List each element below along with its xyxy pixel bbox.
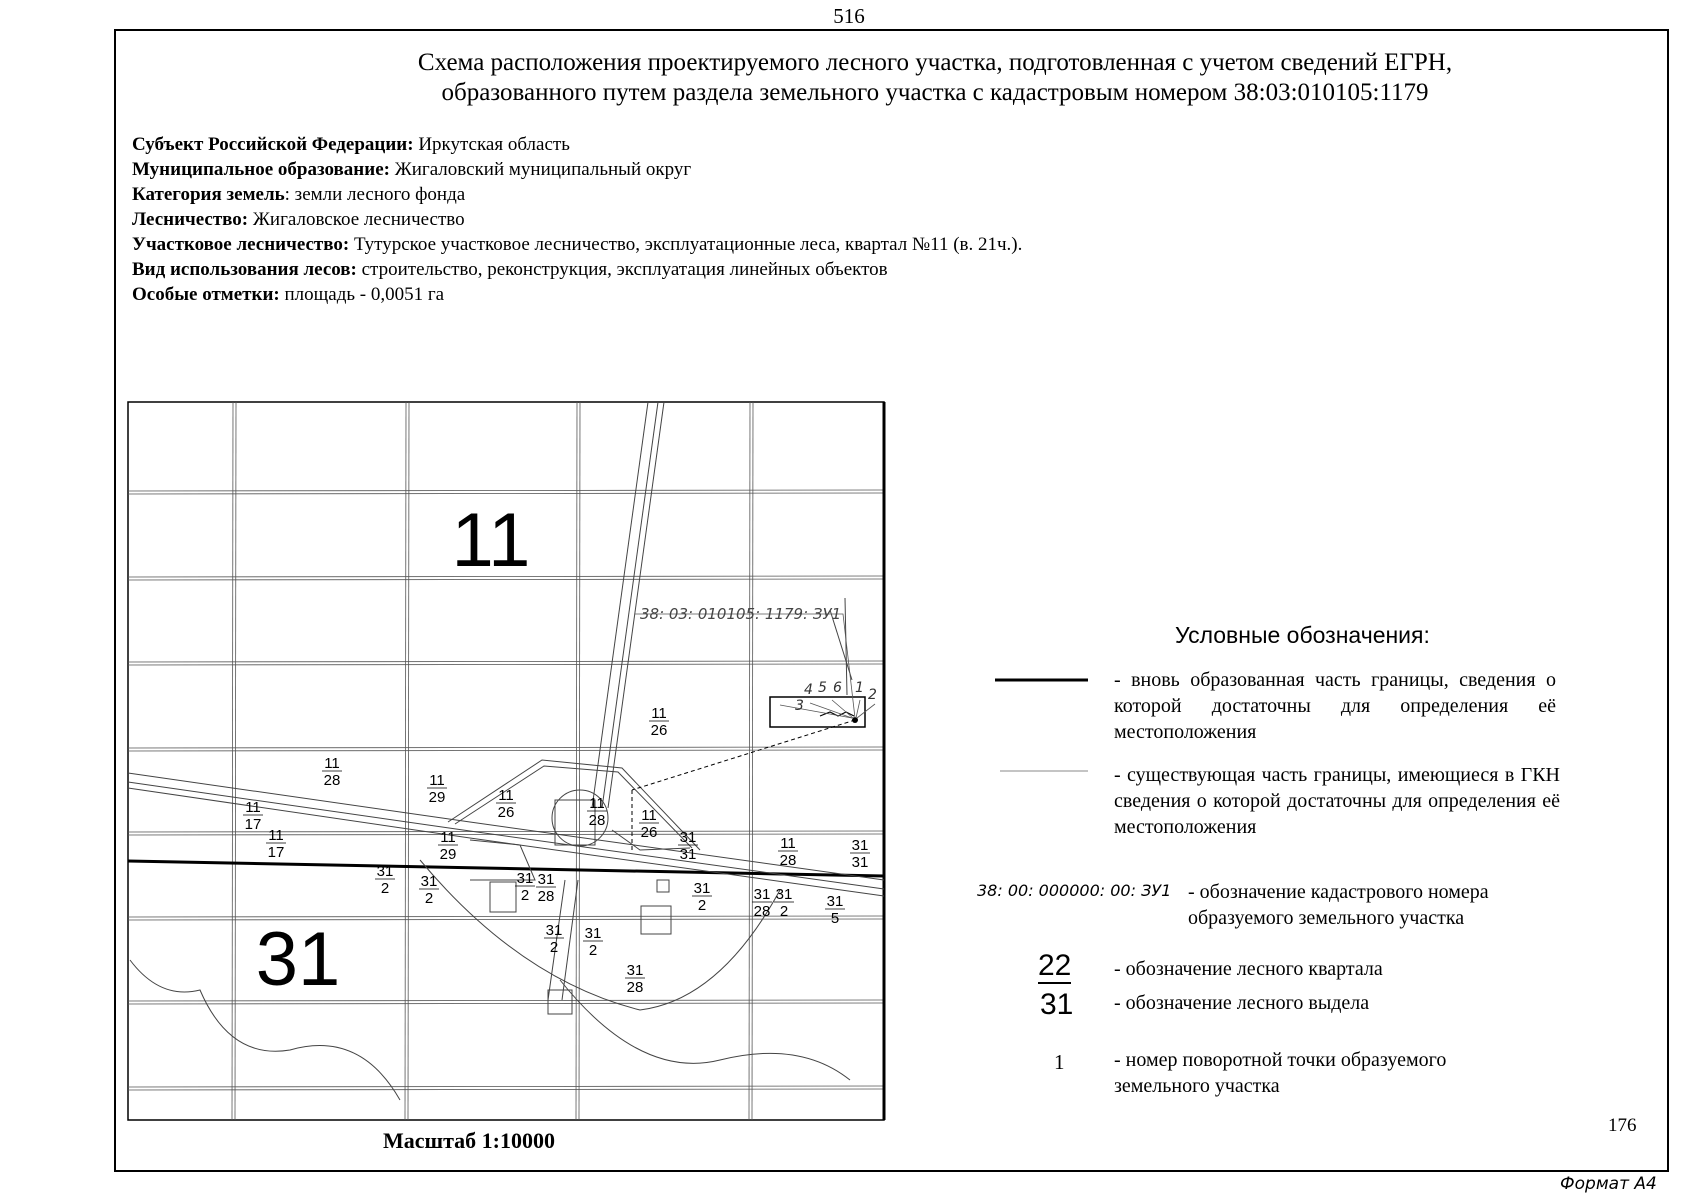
- vydel-label: [544, 922, 564, 956]
- point-number: 5: [818, 680, 827, 696]
- legend-new-boundary-text: - вновь образованная часть границы, сведения о которой достаточны для определения её местоположения: [1114, 669, 1556, 743]
- vydel-quarter: 31: [826, 893, 844, 910]
- vydel-quarter: 31: [420, 873, 438, 890]
- vydel-label: [850, 837, 870, 871]
- vydel-number: 17: [244, 816, 262, 833]
- vydel-label: [752, 886, 772, 920]
- point-number: 6: [833, 680, 842, 696]
- vydel-label: [639, 807, 659, 841]
- vydel-label: [825, 893, 845, 927]
- vydel-label: [778, 835, 798, 869]
- vydel-quarter: 31: [584, 925, 602, 942]
- sheet-number: 176: [1608, 1115, 1637, 1136]
- point-number: 1: [855, 680, 864, 696]
- vydel-label: [587, 795, 607, 829]
- vydel-quarter: 11: [429, 772, 445, 789]
- vydel-number: 29: [428, 789, 446, 806]
- vydel-label: [419, 873, 439, 907]
- point-number: 4: [804, 682, 813, 698]
- vydel-label: [243, 799, 263, 833]
- info-value: площадь - 0,0051 га: [279, 284, 445, 305]
- legend-quarter-text: - обозначение лесного квартала: [1114, 958, 1383, 980]
- vydel-label: [692, 880, 712, 914]
- vydel-number: 31: [679, 846, 697, 863]
- legend-point-text: - номер поворотной точки образуемого земельного участка: [1114, 1049, 1447, 1097]
- vydel-number: 31: [851, 854, 869, 871]
- vydel-label: [375, 863, 395, 897]
- legend-vydel-text: - обозначение лесного выдела: [1114, 992, 1370, 1014]
- vydel-label: [266, 827, 286, 861]
- vydel-quarter: 31: [693, 880, 711, 897]
- parcel-cadastral-label: 38: 03: 010105: 1179: ЗУ1: [640, 605, 842, 623]
- vydel-label: [427, 772, 447, 806]
- vydel-number: 26: [640, 824, 658, 841]
- vydel-label: [496, 787, 516, 821]
- vydel-quarter: 11: [440, 829, 456, 846]
- vydel-quarter: 11: [268, 827, 284, 844]
- vydel-quarter: 11: [324, 755, 340, 772]
- vydel-quarter: 31: [626, 962, 644, 979]
- info-label: Вид использования лесов:: [132, 259, 357, 280]
- vydel-quarter: 31: [851, 837, 869, 854]
- vydel-number: 17: [267, 844, 285, 861]
- vydel-label: [322, 755, 342, 789]
- info-label: Субъект Российской Федерации:: [132, 134, 414, 155]
- quarter-number-north: 11: [451, 498, 531, 583]
- legend-existing-boundary-line: [1000, 768, 1090, 774]
- vydel-number: 2: [424, 890, 434, 907]
- vydel-quarter: 11: [245, 799, 261, 816]
- vydel-number: 2: [697, 897, 707, 914]
- legend-new-boundary-line: [995, 675, 1090, 685]
- vydel-quarter: 11: [651, 705, 667, 722]
- vydel-label: [625, 962, 645, 996]
- legend-vydel-sample: 31: [1040, 988, 1074, 1021]
- vydel-quarter: 11: [589, 795, 605, 812]
- vydel-number: 2: [549, 939, 559, 956]
- legend-cadastral-text: - обозначение кадастрового номера образуемого земельного участка: [1188, 881, 1489, 929]
- vydel-number: 28: [537, 888, 555, 905]
- info-label: Категория земель: [132, 184, 285, 205]
- info-value: : земли лесного фонда: [284, 184, 466, 205]
- point-number: 2: [868, 687, 877, 703]
- vydel-quarter: 31: [679, 829, 697, 846]
- vydel-number: 28: [323, 772, 341, 789]
- vydel-number: 2: [779, 903, 789, 920]
- vydel-quarter: 31: [545, 922, 563, 939]
- vydel-number: 26: [650, 722, 668, 739]
- info-value: Жигаловский муниципальный округ: [389, 159, 692, 180]
- title-line-2: образованного путем раздела земельного участка с кадастровым номером 38:03:010105:1179: [441, 79, 1429, 106]
- vydel-number: 2: [588, 942, 598, 959]
- vydel-label: [438, 829, 458, 863]
- vydel-label: [774, 886, 794, 920]
- point-number: 3: [795, 698, 804, 714]
- info-value: Тутурское участковое лесничество, эксплуатационные леса, квартал №11 (в. 21ч.).: [349, 234, 1023, 255]
- legend-point-sample: 1: [1054, 1050, 1065, 1074]
- vydel-number: 26: [497, 804, 515, 821]
- vydel-label: [678, 829, 698, 863]
- scale-label: Масштаб 1:10000: [383, 1128, 556, 1153]
- quarter-boundary: [128, 861, 884, 876]
- legend-title: Условные обозначения:: [1175, 622, 1430, 648]
- info-label: Особые отметки:: [132, 284, 280, 305]
- vydel-quarter: 31: [376, 863, 394, 880]
- legend-quarter-sample: 22: [1038, 949, 1072, 982]
- info-label: Муниципальное образование:: [132, 159, 390, 180]
- info-label: Лесничество:: [132, 209, 249, 230]
- vydel-quarter: 31: [775, 886, 793, 903]
- vydel-label: [515, 870, 535, 904]
- vydel-number: 28: [753, 903, 771, 920]
- vydel-number: 29: [439, 846, 457, 863]
- page-number: 516: [833, 4, 865, 28]
- vydel-quarter: 11: [641, 807, 657, 824]
- vydel-quarter: 11: [498, 787, 514, 804]
- vydel-label: [536, 871, 556, 905]
- vydel-number: 2: [380, 880, 390, 897]
- vydel-number: 28: [779, 852, 797, 869]
- vydel-number: 5: [830, 910, 840, 927]
- info-value: Иркутская область: [413, 134, 570, 155]
- new-parcel: [632, 697, 865, 850]
- title-line-1: Схема расположения проектируемого лесного участка, подготовленная с учетом сведений ЕГРН,: [417, 49, 1453, 76]
- legend-existing-boundary-text: - существующая часть границы, имеющиеся в ГКН сведения о которой достаточны для определения её местоположения: [1114, 764, 1560, 838]
- vydel-quarter: 11: [780, 835, 796, 852]
- vydel-quarter: 31: [753, 886, 771, 903]
- vydel-quarter: 31: [516, 870, 534, 887]
- info-value: Жигаловское лесничество: [248, 209, 465, 230]
- info-value: строительство, реконструкция, эксплуатация линейных объектов: [356, 259, 888, 280]
- quarter-number-south: 31: [255, 917, 341, 1002]
- format-label: Формат А4: [1560, 1174, 1657, 1194]
- legend-cadastral-sample: 38: 00: 000000: 00: ЗУ1: [977, 881, 1172, 900]
- vydel-number: 28: [626, 979, 644, 996]
- info-label: Участковое лесничество:: [132, 234, 350, 255]
- vydel-label: [583, 925, 603, 959]
- vydel-number: 28: [588, 812, 606, 829]
- vydel-label: [649, 705, 669, 739]
- vydel-number: 2: [520, 887, 530, 904]
- vydel-quarter: 31: [537, 871, 555, 888]
